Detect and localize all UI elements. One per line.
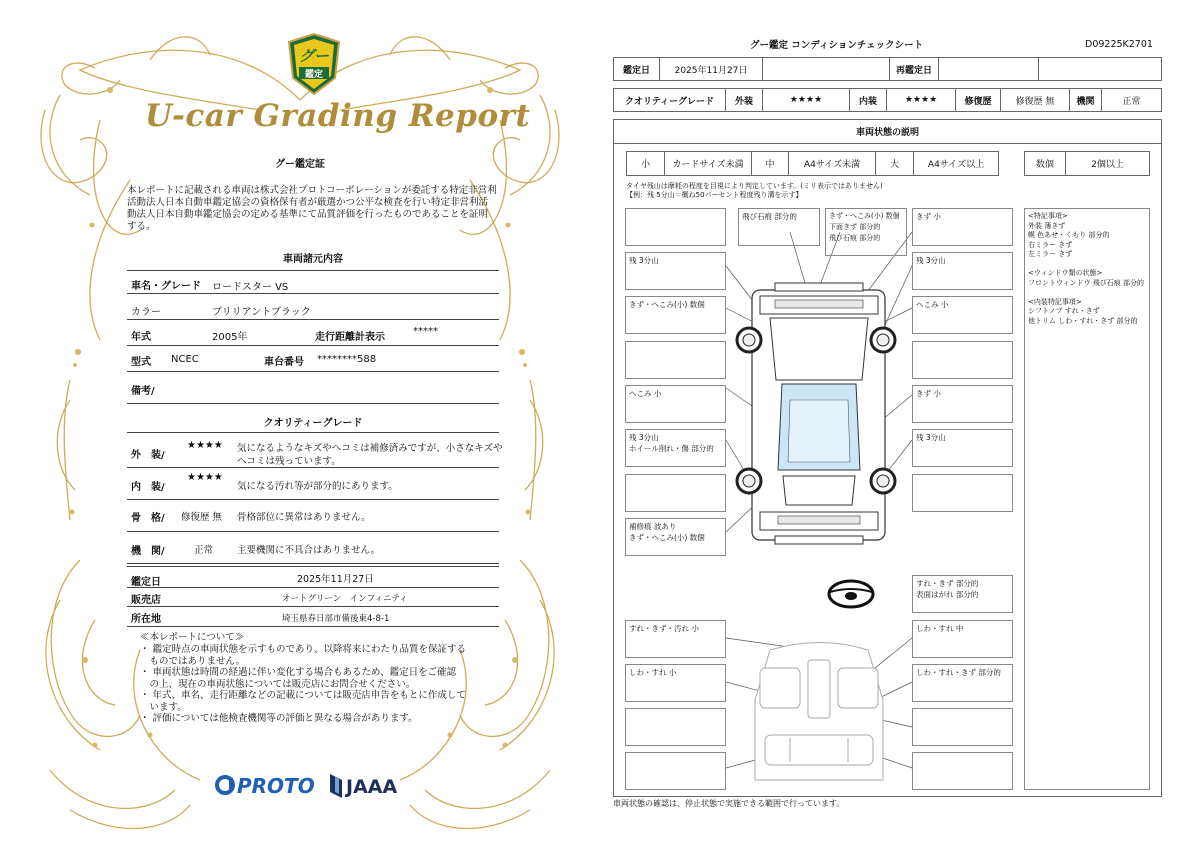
condition-text: 飛び石痕 部分的 (742, 212, 797, 221)
info-row-date (127, 566, 499, 588)
date-label: 鑑定日 (131, 577, 161, 588)
note-line: の上、現在の車両状態については販売店にお問合せください。 (140, 678, 416, 690)
exterior-stars: ★★★★ (789, 95, 823, 105)
engine-label: 機 関/ (131, 546, 165, 557)
legend-small: 小 (640, 160, 650, 170)
reinspection-date-label: 再鑑定日 (895, 65, 932, 76)
quality-row-exterior (127, 432, 503, 468)
side-note-line: 左ミラー きず (1028, 250, 1073, 258)
badge-top-text: グー (298, 47, 330, 65)
side-note-spacer (1028, 288, 1146, 298)
condition-text: 補修痕 波あり (629, 522, 677, 531)
note-line: ・ 年式、車名、走行距離などの記載については販売店申告をもとに作成して (140, 690, 466, 701)
condition-box-center-1 (738, 208, 820, 246)
side-note-line: <特記事項> (1028, 212, 1068, 220)
steering-wheel-icon (829, 581, 873, 607)
note-line: ・ 鑑定時点の車両状態を示すものであり、以降将来にわたり品質を保証する (140, 644, 467, 655)
condition-text: 表面はがれ 部分的 (916, 590, 979, 599)
condition-text: きず・へこみ(小) 数個 (629, 300, 705, 309)
spec-row-year (127, 320, 499, 346)
spec-row-color (127, 294, 499, 320)
model-label: 型式 (131, 357, 151, 368)
notes-list (140, 644, 500, 725)
legend-count-desc: 2個以上 (1091, 160, 1124, 170)
shop-value: オートグリーン インフィニティ (282, 594, 408, 604)
address-label: 所在地 (131, 614, 161, 625)
engine-text: 主要機関に不具合はありません。 (237, 545, 381, 556)
specs-section-title: 車両諸元内容 (283, 254, 343, 265)
condition-text: しわ・すれ 小 (629, 668, 677, 677)
proto-logo-text: PROTO (237, 774, 315, 798)
condition-text: きず・へこみ(小) 数個 (829, 212, 900, 220)
condition-text: 飛び石痕 部分的 (829, 234, 881, 242)
engine-value: 正常 (194, 545, 214, 556)
frame-value: 修復歴 無 (181, 512, 223, 523)
condition-text: きず・へこみ(小) 数個 (629, 533, 705, 542)
special-notes-panel (1024, 208, 1150, 790)
condition-text: へこみ 小 (916, 300, 949, 309)
interior-stars: ★★★★ (904, 95, 938, 105)
side-note-line: フロントウィンドウ 飛び石痕 部分的 (1028, 278, 1145, 287)
note-line: ものではありません。 (140, 655, 246, 667)
notes-title: ≪本レポートについて≫ (140, 632, 245, 643)
shop-label: 販売店 (131, 595, 161, 606)
exterior-text-1: 気になるようなキズやヘコミは補修済みですが、小さなキズや (237, 443, 503, 454)
info-row-address (127, 607, 499, 627)
badge-bottom-text: 鑑定 (304, 70, 324, 80)
condition-box-left-2 (625, 252, 726, 290)
repair-history-value: 修復歴 無 (1015, 96, 1055, 107)
frame-label: 骨 格/ (131, 513, 165, 524)
condition-box-left-11 (625, 664, 726, 702)
note-line: ・ 車両状態は時間の経過に伴い変化する場合もあるため、鑑定日をご確認 (140, 667, 457, 678)
date-value: 2025年11月27日 (297, 574, 374, 585)
condition-text: 残 3分山 (629, 433, 659, 442)
appraisal-date-value: 2025年11月27日 (674, 65, 748, 76)
remarks-label: 備考/ (131, 386, 155, 397)
side-note-line: シフトノブ すれ・きず (1028, 307, 1100, 315)
condition-box-right-6 (912, 429, 1013, 467)
logo-bar (215, 768, 415, 802)
side-note-line: <内装特記事項> (1028, 297, 1082, 306)
quality-row-frame (127, 500, 499, 532)
condition-box-empty (625, 341, 726, 379)
mileage-value: ***** (413, 326, 438, 337)
description-title: 車両状態の説明 (855, 128, 919, 138)
condition-box-left-8 (625, 518, 726, 556)
goo-appraisal-badge-icon (285, 32, 343, 98)
condition-box-left-6 (625, 429, 726, 467)
engine-value: 正常 (1122, 96, 1141, 107)
tire-note-2: 【例：残 5分山＝概ね50パーセント程度残り溝を示す】 (626, 191, 803, 199)
exterior-label: 外装 (734, 96, 753, 107)
legend-large-desc: A4サイズ以上 (927, 160, 985, 170)
condition-text: 下面きず 部分的 (829, 223, 881, 231)
note-line: ・ 評価については他検査機関等の評価と異なる場合があります。 (140, 713, 418, 724)
side-note-line: <ウィンドウ類の状態> (1028, 269, 1103, 277)
condition-box-left-5 (625, 385, 726, 423)
certificate-statement: 本レポートに記載される車両は株式会社プロトコーポレーションが委託する特定非営利活動法人日本自動車鑑定協会の資格保有者が厳選かつ公平な検査を行い特定非営利活動法人日本自動車鑑定協会の定める基準にて品質評価を行ったものであることを証明する。 (127, 185, 497, 232)
condition-box-right-1 (912, 208, 1013, 246)
side-note-line: 他トリム しわ・すれ・きず 部分的 (1028, 316, 1138, 325)
condition-text: きず 小 (916, 389, 941, 398)
model-value: NCEC (171, 354, 199, 365)
sheet-title: グー鑑定 コンディションチェックシート (750, 40, 924, 51)
name-value: ロードスター VS (212, 282, 289, 293)
legend-mid-desc: A4サイズ未満 (803, 160, 861, 170)
condition-box-empty (625, 208, 726, 246)
condition-box-empty (912, 341, 1013, 379)
footer-note: 車両状態の確認は、停止状態で実施できる範囲で行っています。 (613, 799, 845, 808)
condition-check-sheet (600, 0, 1200, 848)
color-label: カラー (131, 307, 161, 318)
legend-small-desc: カードサイズ未満 (672, 160, 744, 170)
spec-row-model (127, 346, 499, 372)
year-value: 2005年 (212, 332, 248, 343)
condition-box-empty (912, 474, 1013, 512)
condition-text: 残 3分山 (916, 256, 946, 265)
frame-text: 骨格部位に異常はありません。 (237, 512, 371, 523)
car-interior-view-icon (755, 643, 883, 781)
legend-count: 数個 (1035, 160, 1054, 170)
spec-row-remarks (127, 372, 499, 404)
side-note-line: 外装 薄きず (1028, 221, 1066, 230)
side-note-line: 幌 色あせ・くもり 部分的 (1028, 231, 1110, 239)
condition-text: ホイール削れ・傷 部分的 (629, 444, 714, 453)
report-script-title: U-car Grading Report (145, 98, 531, 134)
quality-row-interior (127, 468, 499, 500)
condition-text: しわ・すれ・きず 部分的 (916, 668, 1001, 677)
legend-mid: 中 (765, 160, 775, 170)
appraisal-date-label: 鑑定日 (622, 65, 650, 76)
condition-box-empty (625, 708, 726, 746)
sheet-code: D09225K2701 (1085, 39, 1153, 50)
condition-text: 残 3分山 (629, 256, 659, 265)
condition-box-right-2 (912, 252, 1013, 290)
car-top-view-icon (737, 283, 895, 544)
spec-row-name (127, 270, 499, 294)
color-value: ブリリアントブラック (212, 307, 311, 318)
chassis-value: ********588 (317, 354, 377, 365)
condition-box-right-5 (912, 385, 1013, 423)
condition-box-right-10 (912, 620, 1013, 658)
side-note-line: 右ミラー きず (1028, 240, 1073, 249)
condition-text: 残 3分山 (916, 433, 946, 442)
condition-box-right-3 (912, 296, 1013, 334)
name-label: 車名・グレード (131, 281, 201, 292)
info-row-shop (127, 588, 499, 607)
condition-box-empty (912, 708, 1013, 746)
condition-box-left-3 (625, 296, 726, 334)
quality-row-engine (127, 532, 499, 564)
tire-note-1: タイヤ残山は摩耗の程度を目視により判定しています。(ミリ表示ではありません) (626, 182, 883, 190)
mileage-label: 走行距離計表示 (315, 332, 385, 343)
condition-box-right-9 (912, 575, 1013, 613)
year-label: 年式 (131, 332, 151, 343)
condition-box-left-10 (625, 620, 726, 658)
condition-box-center-2 (825, 208, 907, 256)
address-value: 埼玉県春日部市備後東4-8-1 (282, 614, 390, 624)
chassis-label: 車台番号 (264, 357, 304, 368)
condition-box-empty (625, 474, 726, 512)
legend-large: 大 (889, 160, 899, 170)
repair-history-label: 修復歴 (964, 96, 992, 107)
condition-text: へこみ 小 (629, 389, 662, 398)
note-line: います。 (140, 701, 187, 713)
condition-box-right-11 (912, 664, 1013, 702)
quality-grade-label: クオリティーグレード (624, 96, 715, 107)
proto-jaaa-logos-icon (215, 768, 415, 802)
condition-text: すれ・きず・汚れ 小 (629, 624, 699, 633)
exterior-text-2: ヘコミは残っています。 (237, 456, 341, 467)
interior-stars: ★★★★ (187, 472, 223, 483)
exterior-stars: ★★★★ (187, 440, 223, 451)
quality-section-title: クオリティーグレード (263, 418, 363, 429)
condition-text: すれ・きず 部分的 (916, 579, 979, 588)
interior-text: 気になる汚れ等が部分的にあります。 (237, 481, 398, 492)
exterior-label: 外 装/ (131, 450, 165, 461)
condition-box-empty (625, 752, 726, 790)
condition-text: しわ・すれ 中 (916, 624, 964, 633)
jaaa-logo-text: JAAA (346, 776, 398, 798)
engine-label: 機関 (1076, 96, 1095, 107)
interior-label: 内装 (858, 96, 877, 107)
condition-box-empty (912, 752, 1013, 790)
condition-text: きず 小 (916, 212, 941, 221)
certificate-title: グー鑑定証 (275, 159, 325, 170)
interior-label: 内 装/ (131, 482, 165, 493)
side-note-spacer (1028, 260, 1146, 270)
